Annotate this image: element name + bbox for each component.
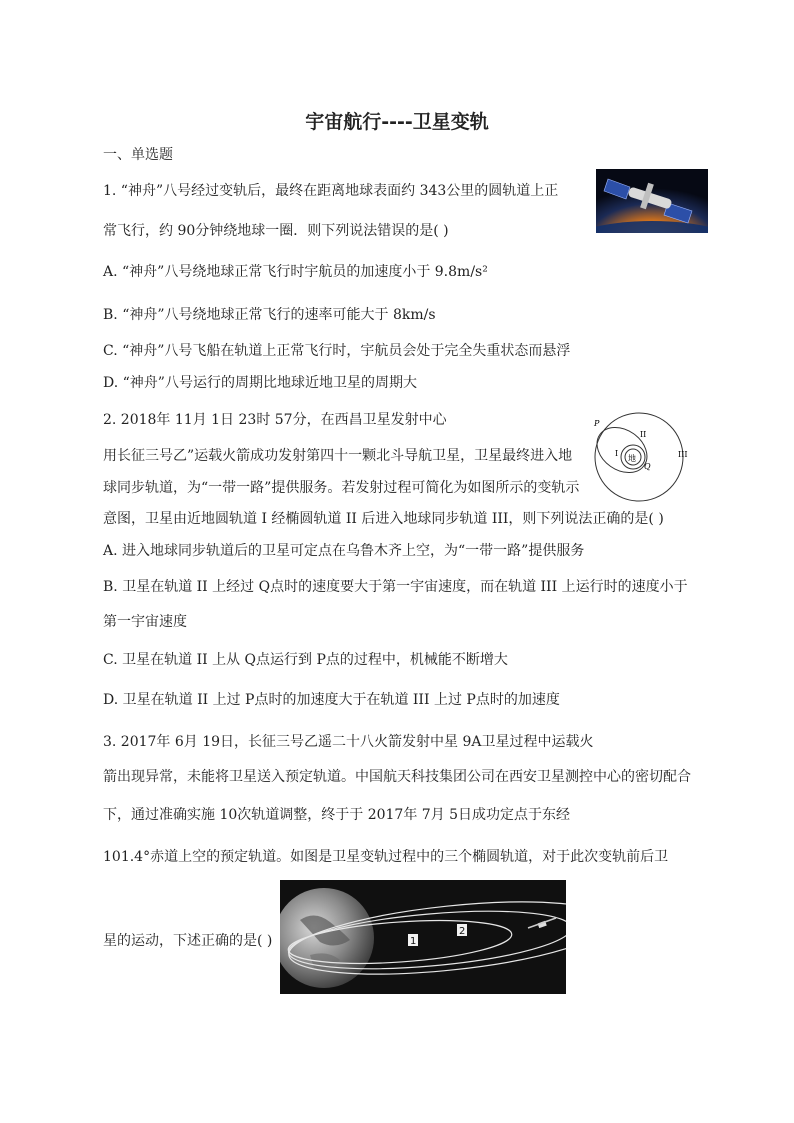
q3-line4: 101.4°赤道上空的预定轨道。如图是卫星变轨过程中的三个椭圆轨道，对于此次变轨前后卫 (103, 849, 669, 865)
q1-option-b: B. “神舟”八号绕地球正常飞行的速率可能大于 8km/s (103, 307, 436, 323)
q2-line3: 球同步轨道，为“一带一路”提供服务。若发射过程可简化为如图所示的变轨示 (103, 480, 580, 496)
q2-line1: 2. 2018年 11月 1日 23时 57分，在西昌卫星发射中心 (103, 412, 447, 428)
point-q-label: Q (644, 462, 651, 471)
q2-option-c: C. 卫星在轨道 II 上从 Q点运行到 P点的过程中，机械能不断增大 (103, 652, 508, 668)
q3-line2: 箭出现异常，未能将卫星送入预定轨道。中国航天科技集团公司在西安卫星测控中心的密切配合 (103, 769, 691, 785)
q1-line2: 常飞行，约 90分钟绕地球一圈．则下列说法错误的是( ) (103, 223, 449, 239)
q2-option-b-line2: 第一宇宙速度 (103, 614, 187, 630)
q1-option-d: D. “神舟”八号运行的周期比地球近地卫星的周期大 (103, 375, 417, 391)
spacecraft-image (596, 169, 708, 233)
earth-label: 地 (628, 454, 636, 463)
q2-line2: 用长征三号乙”运载火箭成功发射第四十一颗北斗导航卫星，卫星最终进入地 (103, 448, 573, 464)
q1-option-a: A. “神舟”八号绕地球正常飞行时宇航员的加速度小于 9.8m/s² (103, 264, 488, 280)
orbit-iii (595, 413, 683, 501)
q3-line3: 下，通过准确实施 10次轨道调整，终于于 2017年 7月 5日成功定点于东经 (103, 807, 571, 823)
q2-option-b-line1: B. 卫星在轨道 II 上经过 Q点时的速度要大于第一宇宙速度，而在轨道 III 上运行时的速度小于 (103, 579, 688, 595)
q2-option-a: A. 进入地球同步轨道后的卫星可定点在乌鲁木齐上空，为“一带一路”提供服务 (103, 543, 585, 559)
orbit-2-label: 2 (459, 926, 466, 937)
page-title: 宇宙航行----卫星变轨 (305, 111, 489, 133)
section-heading: 一、单选题 (103, 147, 173, 163)
orbit-ii-label: II (640, 430, 647, 439)
orbit-diagram (584, 409, 700, 505)
orbit-iii-label: III (678, 450, 688, 459)
earth-orbits-photo (280, 880, 566, 994)
orbit-i-label: I (615, 449, 619, 458)
orbit-1-label: 1 (410, 936, 417, 947)
q3-line1: 3. 2017年 6月 19日，长征三号乙遥二十八火箭发射中星 9A卫星过程中运载火 (103, 734, 594, 750)
point-p-label: P (594, 419, 600, 428)
q2-line4: 意图，卫星由近地圆轨道 I 经椭圆轨道 II 后进入地球同步轨道 III，则下列说法正确的是( ) (103, 511, 664, 527)
q3-line5: 星的运动，下述正确的是( ) (103, 933, 273, 949)
q2-option-d: D. 卫星在轨道 II 上过 P点时的加速度大于在轨道 III 上过 P点时的加速度 (103, 692, 560, 708)
q1-option-c: C. “神舟”八号飞船在轨道上正常飞行时，宇航员会处于完全失重状态而悬浮 (103, 343, 571, 359)
q1-line1: 1. “神舟”八号经过变轨后，最终在距离地球表面约 343公里的圆轨道上正 (103, 183, 559, 199)
